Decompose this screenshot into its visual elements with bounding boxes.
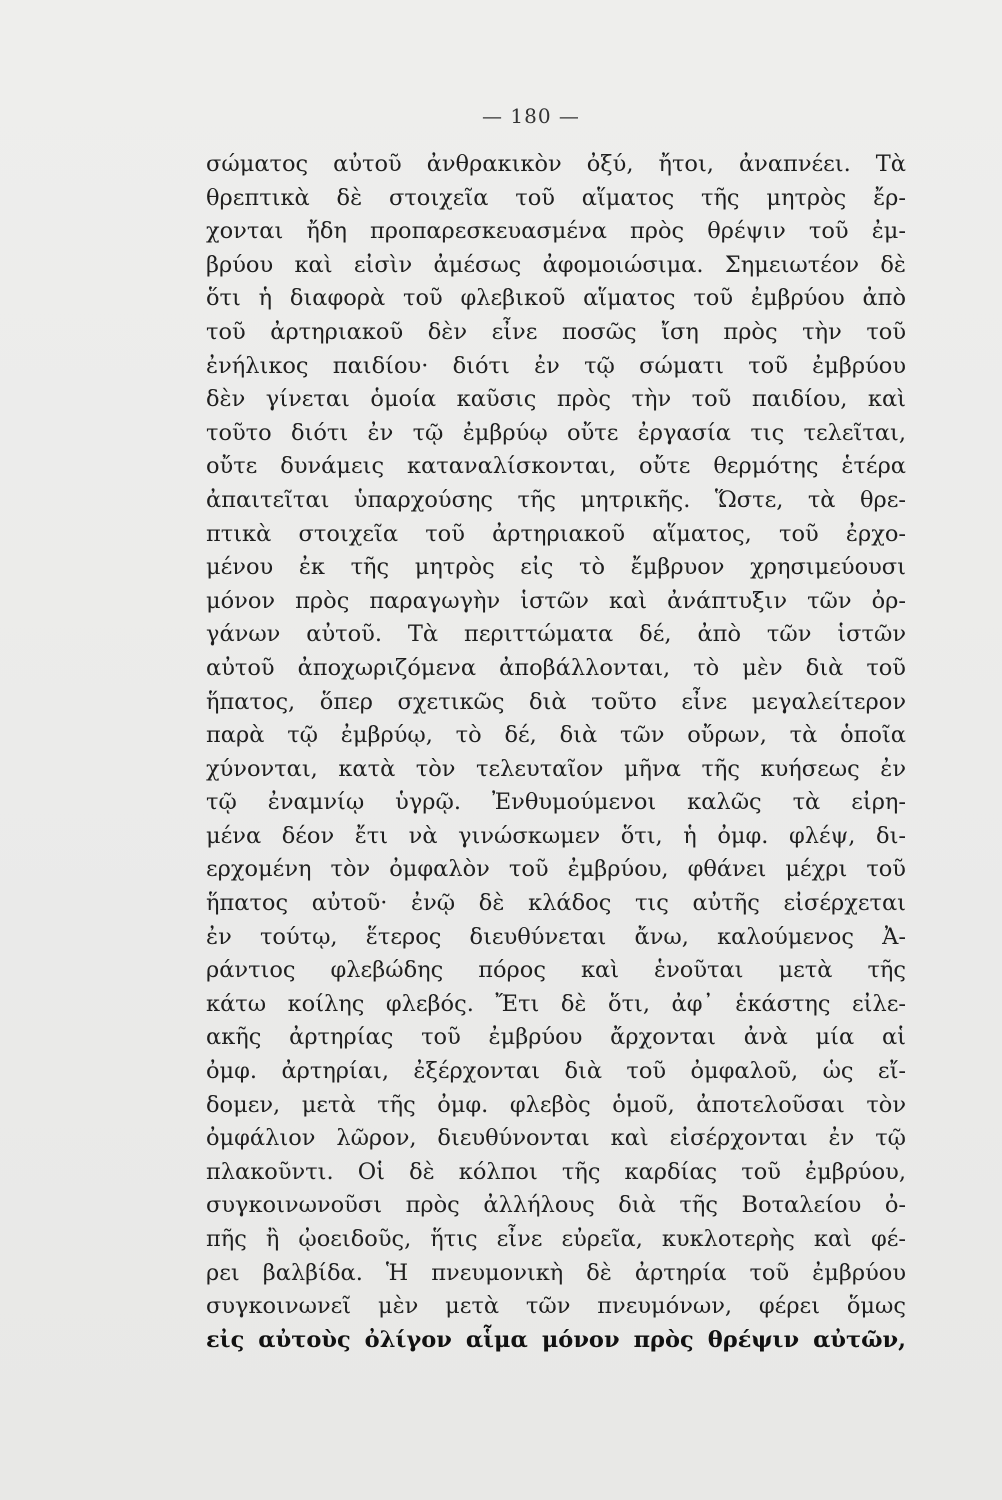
text-line: συγκοινωνεῖ μὲν μετὰ τῶν πνευμόνων, φέρει ὅμως bbox=[206, 1293, 906, 1320]
text-line: θρεπτικὰ δὲ στοιχεῖα τοῦ αἵματος τῆς μητρὸς ἔρ- bbox=[206, 184, 906, 211]
text-line: πῆς ἢ ᾠοειδοῦς, ἥτις εἶνε εὐρεῖα, κυκλοτερὴς καὶ φέ- bbox=[206, 1226, 906, 1252]
page-number: — 180 — bbox=[482, 104, 580, 128]
text-line: τοῦτο διότι ἐν τῷ ἐμβρύῳ οὔτε ἐργασία τις τελεῖται, bbox=[206, 419, 906, 446]
text-line: ἐν τούτῳ, ἕτερος διευθύνεται ἄνω, καλούμενος Ἀ- bbox=[206, 923, 906, 950]
text-line: τοῦ ἀρτηριακοῦ δὲν εἶνε ποσῶς ἴση πρὸς τὴν τοῦ bbox=[206, 318, 906, 345]
text-line: συγκοινωνοῦσι πρὸς ἀλλήλους διὰ τῆς Βοταλείου ὀ- bbox=[206, 1192, 906, 1219]
text-line: ἥπατος, ὅπερ σχετικῶς διὰ τοῦτο εἶνε μεγαλείτερον bbox=[206, 688, 906, 715]
text-line: οὔτε δυνάμεις καταναλίσκονται, οὔτε θερμότης ἑτέρα bbox=[206, 453, 906, 480]
text-line: μόνον πρὸς παραγωγὴν ἱστῶν καὶ ἀνάπτυξιν τῶν ὀρ- bbox=[206, 587, 906, 614]
text-line: δὲν γίνεται ὁμοία καῦσις πρὸς τὴν τοῦ παιδίου, καὶ bbox=[206, 386, 906, 413]
text-line: πλακοῦντι. Οἱ δὲ κόλποι τῆς καρδίας τοῦ ἐμβρύου, bbox=[206, 1158, 906, 1185]
text-line: ὀμφ. ἀρτηρίαι, ἐξέρχονται διὰ τοῦ ὀμφαλοῦ, ὡς εἴ- bbox=[206, 1058, 906, 1085]
text-line: παρὰ τῷ ἐμβρύῳ, τὸ δέ, διὰ τῶν οὔρων, τὰ ὁποῖα bbox=[206, 722, 906, 749]
text-line: ερχομένη τὸν ὀμφαλὸν τοῦ ἐμβρύου, φθάνει μέχρι τοῦ bbox=[206, 856, 906, 883]
text-line: ρει βαλβίδα. Ἡ πνευμονικὴ δὲ ἀρτηρία τοῦ ἐμβρύου bbox=[206, 1259, 906, 1286]
text-line: χονται ἤδη προπαρεσκευασμένα πρὸς θρέψιν τοῦ ἐμ- bbox=[206, 218, 906, 245]
text-line: τῷ ἐναμνίῳ ὑγρῷ. Ἐνθυμούμενοι καλῶς τὰ εἰρη- bbox=[206, 789, 906, 816]
text-line: σώματος αὐτοῦ ἀνθρακικὸν ὀξύ, ἤτοι, ἀναπνέει. Τὰ bbox=[206, 151, 906, 177]
text-line: δομεν, μετὰ τῆς ὀμφ. φλεβὸς ὁμοῦ, ἀποτελοῦσαι τὸν bbox=[206, 1091, 906, 1118]
text-line: ἀπαιτεῖται ὑπαρχούσης τῆς μητρικῆς. Ὥστε, τὰ θρε- bbox=[206, 486, 906, 513]
text-line: κάτω κοίλης φλεβός. Ἔτι δὲ ὅτι, ἀφ᾽ ἑκάστης εἰλε- bbox=[206, 990, 906, 1017]
text-line: ακῆς ἀρτηρίας τοῦ ἐμβρύου ἄρχονται ἀνὰ μία αἱ bbox=[206, 1024, 906, 1051]
text-line: μένα δέον ἔτι νὰ γινώσκωμεν ὅτι, ἡ ὀμφ. φλέψ, δι- bbox=[206, 822, 906, 849]
text-line: ἐνήλικος παιδίου· διότι ἐν τῷ σώματι τοῦ ἐμβρύου bbox=[206, 352, 906, 379]
text-line: ὀμφάλιον λῶρον, διευθύνονται καὶ εἰσέρχονται ἐν τῷ bbox=[206, 1125, 906, 1152]
text-line: ἥπατος αὐτοῦ· ἐνῷ δὲ κλάδος τις αὐτῆς εἰσέρχεται bbox=[206, 890, 906, 917]
text-line: χύνονται, κατὰ τὸν τελευταῖον μῆνα τῆς κυήσεως ἐν bbox=[206, 755, 906, 782]
text-line: ὅτι ἡ διαφορὰ τοῦ φλεβικοῦ αἵματος τοῦ ἐμβρύου ἀπὸ bbox=[206, 285, 906, 312]
text-line: αὐτοῦ ἀποχωριζόμενα ἀποβάλλονται, τὸ μὲν διὰ τοῦ bbox=[206, 654, 906, 681]
text-line: μένου ἐκ τῆς μητρὸς εἰς τὸ ἔμβρυον χρησιμεύουσι bbox=[206, 554, 906, 581]
text-line: γάνων αὐτοῦ. Τὰ περιττώματα δέ, ἀπὸ τῶν ἱστῶν bbox=[206, 621, 906, 648]
text-line: εἰς αὐτοὺς ὀλίγον αἷμα μόνον πρὸς θρέψιν αὐτῶν, bbox=[206, 1326, 906, 1353]
text-line: ράντιος φλεβώδης πόρος καὶ ἑνοῦται μετὰ τῆς bbox=[206, 957, 906, 984]
body-text bbox=[206, 148, 906, 1357]
text-line: βρύου καὶ εἰσὶν ἀμέσως ἀφομοιώσιμα. Σημειωτέον δὲ bbox=[206, 251, 906, 278]
text-line: πτικὰ στοιχεῖα τοῦ ἀρτηριακοῦ αἵματος, τοῦ ἐρχο- bbox=[206, 520, 906, 547]
